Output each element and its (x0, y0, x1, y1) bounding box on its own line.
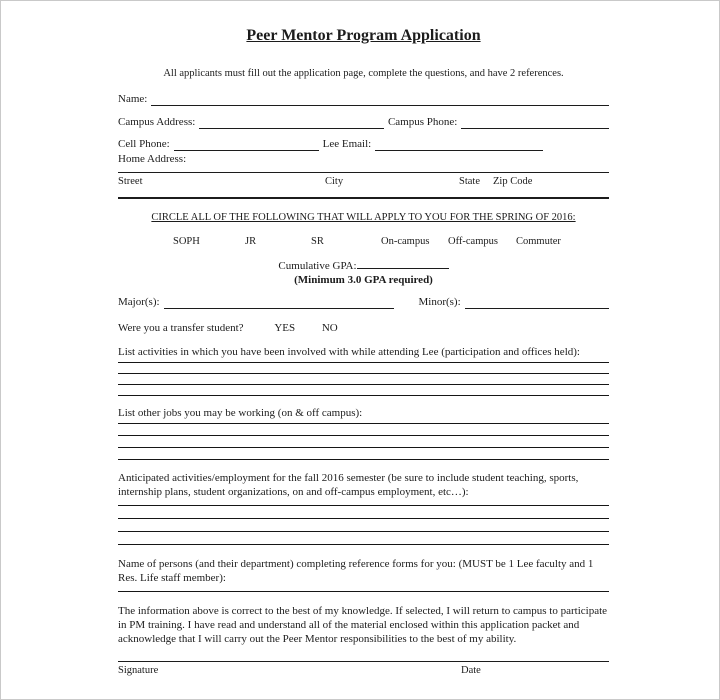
option-on-campus[interactable]: On-campus (381, 236, 430, 247)
major-input-line[interactable] (164, 296, 395, 309)
references-answer-lines (118, 591, 609, 592)
blank-writing-line[interactable] (118, 505, 609, 506)
circle-section-heading: CIRCLE ALL OF THE FOLLOWING THAT WILL APPLY TO YOU FOR THE SPRING OF 2016: (151, 212, 576, 223)
name-label: Name: (118, 93, 148, 105)
gpa-row (118, 257, 609, 273)
blank-writing-line[interactable] (118, 423, 609, 424)
page-title: Peer Mentor Program Application (246, 27, 481, 44)
state-label: State (459, 176, 480, 187)
blank-writing-line[interactable] (118, 591, 609, 592)
references-prompt: Name of persons (and their department) completing reference forms for you: (MUST be 1 Lee faculty and 1 Res. Life staff member): (118, 558, 594, 584)
major-minor-row (118, 295, 609, 309)
home-address-label: Home Address: (118, 153, 187, 165)
blank-writing-line[interactable] (118, 362, 609, 363)
option-off-campus[interactable]: Off-campus (448, 236, 498, 247)
gpa-minimum-note: (Minimum 3.0 GPA required) (294, 274, 433, 286)
city-label: City (325, 176, 344, 187)
blank-writing-line[interactable] (118, 373, 609, 374)
anticipated-answer-lines (118, 505, 609, 545)
cell-phone-label: Cell Phone: (118, 138, 170, 150)
signature-input-line[interactable] (118, 661, 609, 662)
jobs-answer-lines (118, 423, 609, 460)
address-sublabels-row (118, 175, 609, 189)
gpa-input-line[interactable] (357, 257, 449, 269)
option-sr[interactable]: SR (311, 236, 324, 247)
agreement-statement: The information above is correct to the best of my knowledge. If selected, I will return to campus to participate in PM training. I have read and understand all of the material enclosed within this application packet and acknowledge that I will carry out the Peer Mentor responsibilities to the best of my ability. (118, 605, 608, 645)
lee-email-input-line[interactable] (375, 138, 543, 151)
cell-email-field-row (118, 137, 609, 151)
blank-writing-line[interactable] (118, 544, 609, 545)
anticipated-activities-prompt: Anticipated activities/employment for the fall 2016 semester (be sure to include student teaching, sports, internship plans, student organizations, on and off-campus employment, etc…): (118, 472, 579, 498)
section-divider-line (118, 197, 609, 199)
blank-writing-line[interactable] (118, 459, 609, 460)
transfer-student-row (118, 321, 609, 335)
blank-writing-line[interactable] (118, 395, 609, 396)
cell-phone-input-line[interactable] (174, 138, 319, 151)
signature-label: Signature (118, 665, 159, 676)
home-address-input-line[interactable] (118, 172, 609, 173)
option-jr[interactable]: JR (245, 236, 257, 247)
campus-phone-input-line[interactable] (461, 116, 609, 129)
transfer-yes-option[interactable]: YES (274, 322, 296, 334)
name-field-row (118, 92, 609, 106)
signature-labels-row (118, 664, 609, 678)
transfer-no-option[interactable]: NO (321, 322, 338, 334)
major-label: Major(s): (118, 296, 160, 308)
intro-instructions: All applicants must fill out the application page, complete the questions, and have 2 references. (163, 68, 564, 79)
blank-writing-line[interactable] (118, 531, 609, 532)
blank-writing-line[interactable] (118, 384, 609, 385)
campus-field-row (118, 115, 609, 129)
campus-address-input-line[interactable] (199, 116, 384, 129)
minor-input-line[interactable] (465, 296, 609, 309)
jobs-prompt: List other jobs you may be working (on & off campus): (118, 407, 363, 419)
activities-answer-lines (118, 362, 609, 396)
lee-email-label: Lee Email: (322, 138, 372, 150)
cumulative-gpa-label: Cumulative GPA: (278, 260, 357, 272)
blank-writing-line[interactable] (118, 518, 609, 519)
circle-options-row (118, 235, 609, 249)
option-soph[interactable]: SOPH (173, 236, 200, 247)
name-input-line[interactable] (151, 93, 609, 106)
activities-prompt: List activities in which you have been involved with while attending Lee (participation and offices held): (118, 346, 580, 358)
campus-phone-label: Campus Phone: (387, 116, 458, 128)
zip-code-label: Zip Code (493, 176, 533, 187)
home-address-row (118, 152, 609, 166)
option-commuter[interactable]: Commuter (516, 236, 561, 247)
blank-writing-line[interactable] (118, 447, 609, 448)
transfer-question-label: Were you a transfer student? (118, 322, 244, 334)
minor-label: Minor(s): (418, 296, 461, 308)
date-label: Date (461, 665, 481, 676)
campus-address-label: Campus Address: (118, 116, 196, 128)
street-label: Street (118, 176, 143, 187)
blank-writing-line[interactable] (118, 435, 609, 436)
